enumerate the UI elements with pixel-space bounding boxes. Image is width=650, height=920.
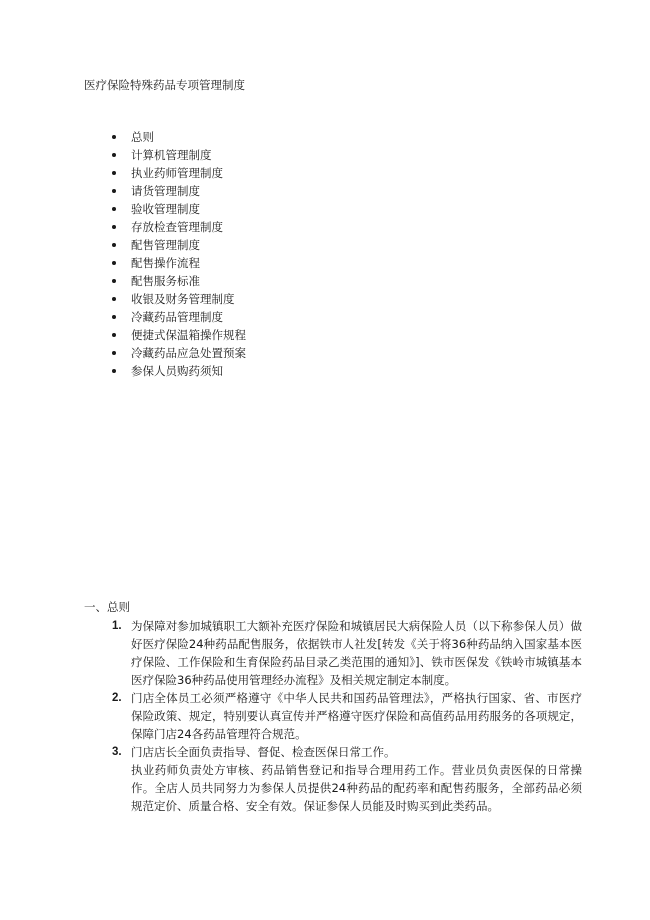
- numbered-paragraph: [112, 743, 582, 761]
- toc-item-label: 请货管理制度: [131, 184, 200, 198]
- toc-item-label: 配售服务标准: [131, 274, 200, 288]
- paragraph-number: 2.: [112, 692, 122, 704]
- section-heading: 一、总则: [84, 600, 130, 614]
- toc-item-label: 冷藏药品管理制度: [131, 310, 223, 324]
- toc-item-label: 计算机管理制度: [131, 148, 212, 162]
- bullet-icon: [112, 207, 116, 211]
- document-title: 医疗保险特殊药品专项管理制度: [84, 78, 245, 92]
- numbered-paragraph: [112, 617, 582, 689]
- bullet-icon: [112, 261, 116, 265]
- bullet-icon: [112, 315, 116, 319]
- toc-item-label: 收银及财务管理制度: [131, 292, 235, 306]
- toc-item-label: 参保人员购药须知: [131, 364, 223, 378]
- bullet-icon: [112, 135, 116, 139]
- bullet-icon: [112, 333, 116, 337]
- numbered-paragraph: [112, 689, 582, 743]
- bullet-icon: [112, 225, 116, 229]
- continuation-paragraph: 执业药师负责处方审核、药品销售登记和指导合理用药工作。营业员负责医保的日常操作。全店人员共同努力为参保人员提供24种药品的配药率和配售药服务，全部药品必须规范定价、质量合格、安全有效。保证参保人员能及时购买到此类药品。: [131, 763, 582, 813]
- paragraph-text: 为保障对参加城镇职工大额补充医疗保险和城镇居民大病保险人员（以下称参保人员）做好医疗保险24种药品配售服务，依据铁市人社发[转发《关于将36种药品纳入国家基本医疗保险、工作保险和生育保险药品目录乙类范围的通知》]、铁市医保发《铁岭市城镇基本医疗保险36种药品使用管理经办流程》及相关规定制定本制度。: [131, 619, 582, 687]
- paragraph-text: 门店店长全面负责指导、督促、检查医保日常工作。: [131, 745, 396, 759]
- bullet-icon: [112, 369, 116, 373]
- bullet-icon: [112, 189, 116, 193]
- bullet-icon: [112, 171, 116, 175]
- paragraph-text: 门店全体员工必须严格遵守《中华人民共和国药品管理法》，严格执行国家、省、市医疗保险政策、规定，特别要认真宣传并严格遵守医疗保险和高值药品用药服务的各项规定，保障门店24各药品管理符合规范。: [131, 691, 582, 741]
- bullet-icon: [112, 351, 116, 355]
- toc-item-label: 总则: [131, 130, 154, 144]
- bullet-icon: [112, 279, 116, 283]
- toc-item-label: 存放检查管理制度: [131, 220, 223, 234]
- paragraph-number: 3.: [112, 746, 122, 758]
- bullet-icon: [112, 297, 116, 301]
- toc-item-label: 验收管理制度: [131, 202, 200, 216]
- toc-item-label: 执业药师管理制度: [131, 166, 223, 180]
- bullet-icon: [112, 153, 116, 157]
- toc-item-label: 配售管理制度: [131, 238, 200, 252]
- toc-item-label: 便捷式保温箱操作规程: [131, 328, 246, 342]
- bullet-icon: [112, 243, 116, 247]
- toc-item-label: 冷藏药品应急处置预案: [131, 346, 246, 360]
- paragraph-number: 1.: [112, 620, 122, 632]
- toc-item-label: 配售操作流程: [131, 256, 200, 270]
